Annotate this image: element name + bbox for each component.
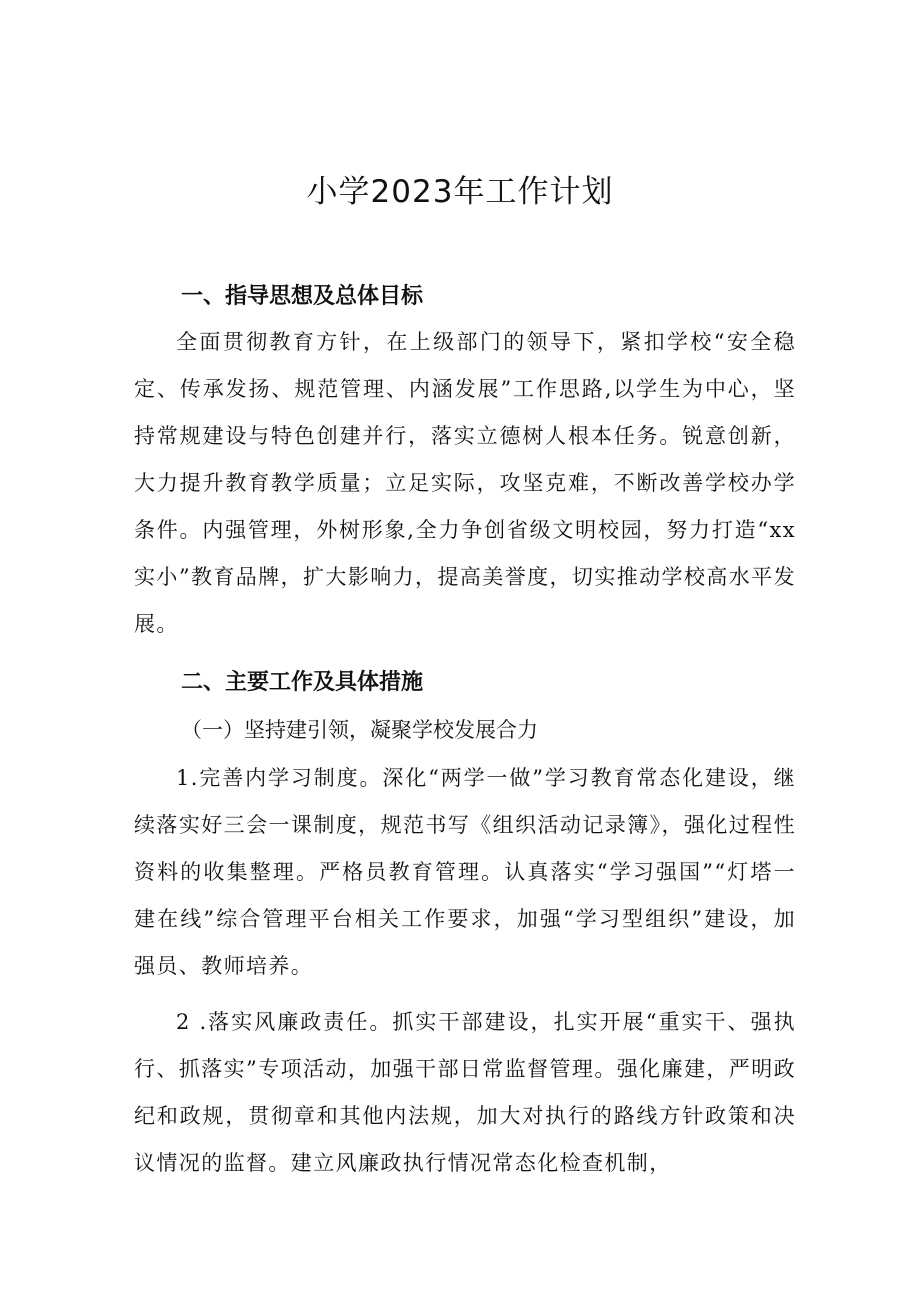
section-heading-1: 一、指导思想及总体目标: [181, 284, 424, 309]
section1-paragraph: 全面贯彻教育方针，在上级部门的领导下，紧扣学校“安全稳定、传承发扬、规范管理、内涵发展”工作思路,以学生为中心，坚持常规建设与特色创建并行，落实立德树人根本任务。锐意创新，大力提升教育教学质量；立足实际，攻坚克难，不断改善学校办学条件。内强管理，外树形象,全力争创省级文明校园，努力打造“xx实小”教育品牌，扩大影响力，提高美誉度，切实推动学校高水平发展。: [134, 330, 796, 636]
section-heading-2: 二、主要工作及具体措施: [181, 670, 424, 695]
section2-subheading: （一）坚持建引领，凝聚学校发展合力: [181, 718, 538, 742]
section2-item-2: 2 .落实风廉政责任。抓实干部建设，扎实开展“重实干、强执行、抓落实”专项活动，加强干部日常监督管理。强化廉建，严明政纪和政规，贯彻章和其他内法规，加大对执行的路线方针政策和决议情况的监督。建立风廉政执行情况常态化检查机制，: [134, 1010, 796, 1175]
document-title: 小学2023年工作计划: [306, 174, 614, 210]
section2-item-1: 1.完善内学习制度。深化“两学一做”学习教育常态化建设，继续落实好三会一课制度，规范书写《组织活动记录簿》，强化过程性资料的收集整理。严格员教育管理。认真落实“学习强国”“灯塔一建在线”综合管理平台相关工作要求，加强“学习型组织”建设，加强员、教师培养。: [134, 766, 796, 978]
